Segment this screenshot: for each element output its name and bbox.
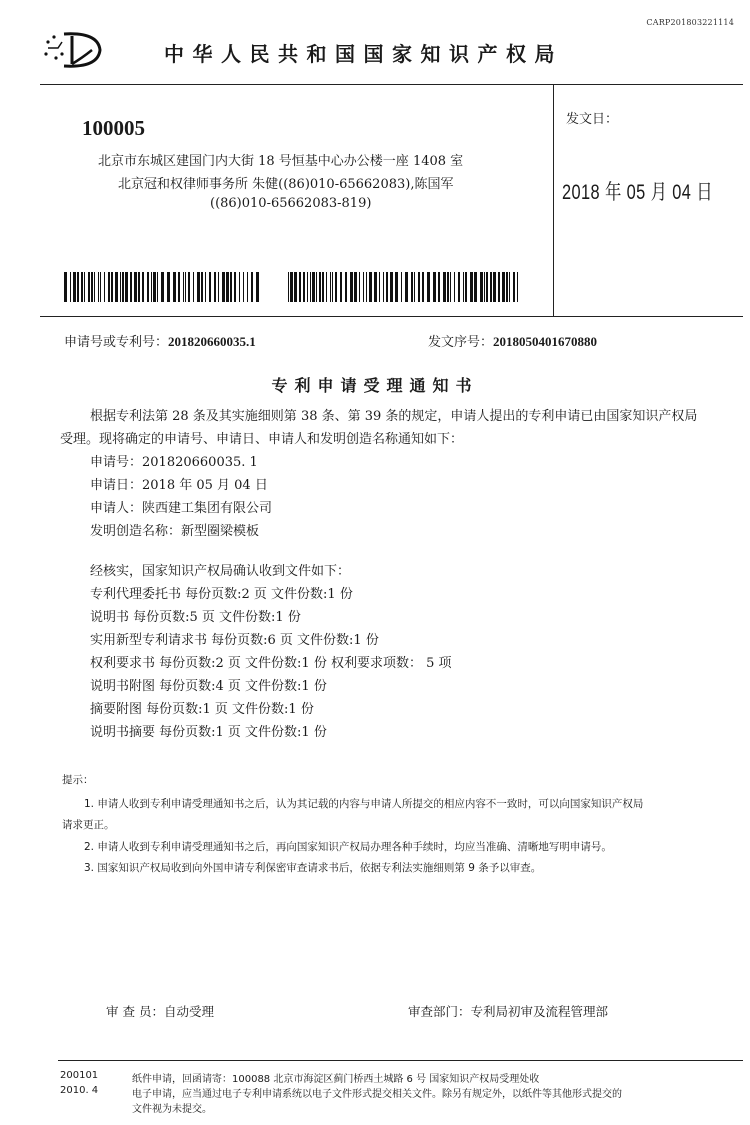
footer-code-2: 2010. 4 (60, 1085, 99, 1096)
barcode-bar (310, 272, 311, 302)
received-item: 权利要求书 每份页数:2 页 文件份数:1 份 权利要求项数： 5 项 (90, 656, 452, 671)
barcode-bar (330, 272, 331, 302)
barcode-bar (303, 272, 305, 302)
application-number: 201820660035.1 (168, 334, 256, 349)
barcode-bar (498, 272, 500, 302)
barcode-bar (433, 272, 436, 302)
barcode-bar (418, 272, 420, 302)
barcode-bar (125, 272, 128, 302)
barcode-bar (386, 272, 388, 302)
barcode-bar (374, 272, 377, 302)
barcode-bar (197, 272, 200, 302)
barcode-bar (484, 272, 485, 302)
barcode-bar (307, 272, 308, 302)
barcode-bar (91, 272, 93, 302)
barcode-bar (178, 272, 180, 302)
barcode-bar (111, 272, 113, 302)
intro-line-1: 根据专利法第 28 条及其实施细则第 38 条、第 39 条的规定，申请人提出的专利申请已由国家知识产权局 (90, 409, 698, 424)
barcode-bar (359, 272, 360, 302)
barcode-bar (167, 272, 170, 302)
barcode-bar (88, 272, 90, 302)
barcode-bar (77, 272, 79, 302)
footer-rule (58, 1060, 743, 1061)
barcode-bar (322, 272, 324, 302)
tip-2: 2. 申请人收到专利申请受理通知书之后，再向国家知识产权局办理各种手续时，均应当准确、清晰地写明申请号。 (84, 841, 612, 853)
barcode-left (64, 272, 260, 302)
footer-line-3: 文件视为未提交。 (132, 1104, 212, 1115)
barcode-bar (205, 272, 206, 302)
barcode-bar (173, 272, 176, 302)
field-application-number: 申请号：201820660035. 1 (90, 455, 258, 470)
barcode-bar (214, 272, 216, 302)
application-number-label: 申请号或专利号： (64, 335, 169, 350)
footer-line-2: 电子申请，应当通过电子专利申请系统以电子文件形式提交相关文件。除另有规定外，以纸件等其他形式提交的 (132, 1089, 622, 1100)
barcode-bar (230, 272, 232, 302)
barcode-bar (120, 272, 121, 302)
barcode-bar (363, 272, 364, 302)
barcode-bar (517, 272, 518, 302)
barcode-bar (188, 272, 190, 302)
barcode-bar (411, 272, 413, 302)
barcode-bar (390, 272, 393, 302)
address-line-3: ((86)010-65662083-819) (210, 196, 372, 211)
barcode-bar (326, 272, 327, 302)
barcode-bar (480, 272, 483, 302)
serial-number: 2018050401670880 (493, 334, 598, 349)
barcode-bar (98, 272, 99, 302)
barcode-bar (454, 272, 455, 302)
barcode-bar (350, 272, 353, 302)
barcode-bar (405, 272, 408, 302)
barcode-bar (134, 272, 137, 302)
barcode-bar (312, 272, 315, 302)
dispatch-date: 2018 年 05 月 04 日 (562, 181, 714, 204)
barcode-bar (486, 272, 488, 302)
received-item: 实用新型专利请求书 每份页数:6 页 文件份数:1 份 (90, 633, 379, 648)
received-item: 摘要附图 每份页数:1 页 文件份数:1 份 (90, 702, 314, 717)
barcode-bar (493, 272, 496, 302)
document-title: 专利申请受理通知书 (271, 376, 479, 395)
received-item: 说明书 每份页数:5 页 文件份数:1 份 (90, 610, 301, 625)
barcode-bar (490, 272, 492, 302)
barcode-bar (438, 272, 440, 302)
barcode-bar (234, 272, 236, 302)
barcode-bar (122, 272, 124, 302)
barcode-bar (345, 272, 347, 302)
barcode-bar (222, 272, 225, 302)
barcode-bar (513, 272, 515, 302)
field-application-date: 申请日：2018 年 05 月 04 日 (90, 478, 268, 493)
barcode-bar (294, 272, 297, 302)
barcode-bar (509, 272, 510, 302)
barcode-bar (369, 272, 372, 302)
barcode-bar (100, 272, 101, 302)
barcode-bar (153, 272, 156, 302)
tip-1-line-1: 1. 申请人收到专利申请受理通知书之后，认为其记载的内容与申请人所提交的相应内容不一致时，可以向国家知识产权局 (84, 798, 644, 810)
barcode-bar (366, 272, 367, 302)
barcode-bar (73, 272, 76, 302)
field-invention-title: 发明创造名称：新型圈梁模板 (90, 524, 260, 539)
barcode-bar (474, 272, 477, 302)
barcode-bar (64, 272, 67, 302)
received-item: 专利代理委托书 每份页数:2 页 文件份数:1 份 (90, 587, 353, 602)
barcode-bar (316, 272, 317, 302)
barcode-bar (104, 272, 105, 302)
barcode-bar (243, 272, 244, 302)
header-rule (40, 84, 743, 85)
barcode-bar (458, 272, 460, 302)
serial-number-label: 发文序号： (428, 335, 494, 350)
barcode-bar (332, 272, 333, 302)
barcode-bar (506, 272, 508, 302)
address-rule (40, 316, 743, 317)
intro-line-2: 受理。现将确定的申请号、申请日、申请人和发明创造名称通知如下： (60, 432, 464, 447)
barcode-bar (218, 272, 219, 302)
barcode-bar (450, 272, 451, 302)
column-divider (553, 84, 554, 316)
barcode-bar (209, 272, 211, 302)
barcode-bar (161, 272, 164, 302)
address-line-2: 北京冠和权律师事务所 朱健((86)010-65662083),陈国军 (118, 177, 454, 192)
barcode-bar (185, 272, 186, 302)
barcode-bar (81, 272, 83, 302)
barcode-bar (354, 272, 357, 302)
address-line-1: 北京市东城区建国门内大街 18 号恒基中心办公楼一座 1408 室 (98, 154, 464, 169)
barcode-bar (414, 272, 415, 302)
barcode-bar (94, 272, 95, 302)
postcode: 100005 (82, 116, 145, 140)
barcode-bar (319, 272, 321, 302)
received-header: 经核实，国家知识产权局确认收到文件如下： (90, 564, 351, 579)
barcode-bar (251, 272, 253, 302)
document-code: CARP201803221114 (646, 18, 734, 27)
barcode-bar (288, 272, 289, 302)
barcode-bar (443, 272, 446, 302)
dispatch-date-label: 发文日： (566, 112, 619, 127)
examining-department: 审查部门：专利局初审及流程管理部 (408, 1004, 609, 1019)
tip-3: 3. 国家知识产权局收到向外国申请专利保密审查请求书后，依据专利法实施细则第 9 条予以审查。 (84, 862, 542, 874)
received-item: 说明书摘要 每份页数:1 页 文件份数:1 份 (90, 725, 327, 740)
barcode-bar (463, 272, 464, 302)
barcode-bar (299, 272, 301, 302)
barcode-bar (201, 272, 203, 302)
barcode-bar (290, 272, 293, 302)
serial-number-row (428, 331, 597, 350)
footer-code-1: 200101 (60, 1070, 99, 1081)
barcode-bar (470, 272, 473, 302)
barcode-bar (383, 272, 384, 302)
barcode-bar (157, 272, 158, 302)
barcode-bar (247, 272, 248, 302)
barcode-bar (84, 272, 85, 302)
barcode-bar (340, 272, 342, 302)
tips-label: 提示： (62, 774, 94, 786)
barcode-bar (401, 272, 402, 302)
examiner: 审 查 员：自动受理 (106, 1004, 214, 1019)
barcode-bar (130, 272, 132, 302)
footer-line-1: 纸件申请，回函请寄：100088 北京市海淀区蓟门桥西土城路 6 号 国家知识产权局受理处收 (132, 1074, 540, 1085)
barcode-bar (379, 272, 380, 302)
barcode-bar (226, 272, 229, 302)
barcode-bar (502, 272, 505, 302)
barcode-bar (239, 272, 240, 302)
barcode-bar (108, 272, 110, 302)
barcode-right (288, 272, 518, 302)
barcode-bar (256, 272, 259, 302)
barcode-bar (335, 272, 337, 302)
barcode-bar (395, 272, 398, 302)
barcode-bar (70, 272, 71, 302)
agency-name: 中华人民共和国国家知识产权局 (164, 42, 563, 66)
barcode-bar (193, 272, 194, 302)
field-applicant: 申请人：陕西建工集团有限公司 (90, 501, 273, 516)
barcode-bar (115, 272, 118, 302)
received-item: 说明书附图 每份页数:4 页 文件份数:1 份 (90, 679, 327, 694)
barcode-bar (422, 272, 424, 302)
barcode-bar (147, 272, 149, 302)
barcode-bar (183, 272, 184, 302)
tip-1-line-2: 请求更正。 (62, 819, 115, 831)
application-number-row (64, 331, 256, 350)
barcode-bar (465, 272, 467, 302)
barcode-bar (142, 272, 144, 302)
barcode-bar (447, 272, 449, 302)
barcode-bar (427, 272, 430, 302)
cnipa-logo (42, 28, 104, 72)
barcode-bar (138, 272, 140, 302)
barcode-bar (151, 272, 152, 302)
